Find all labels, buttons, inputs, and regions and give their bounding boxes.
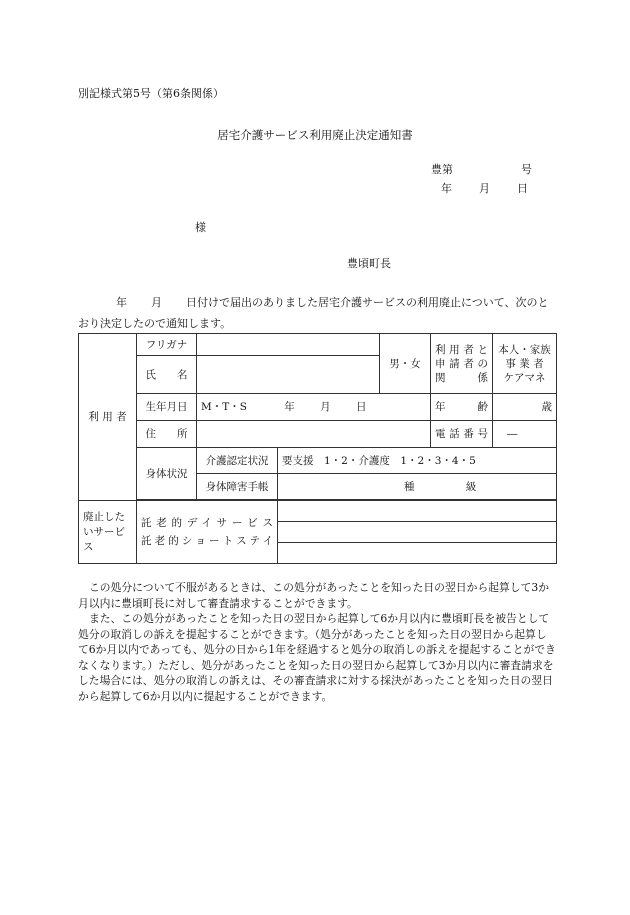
birthdate-field[interactable] — [197, 394, 431, 421]
ref-prefix: 豊第 — [431, 163, 453, 176]
reference-number — [431, 161, 532, 177]
appeal-notice — [78, 580, 556, 704]
date-day: 日 — [517, 182, 528, 195]
phone-field[interactable]: ― — [493, 421, 557, 448]
phone-label: 電話番号 — [431, 421, 493, 448]
address-label: 住 所 — [137, 421, 197, 448]
birth-day: 日 — [355, 401, 367, 413]
abolished-services-label: 廃止したいサービス — [79, 501, 137, 564]
intro-year: 年 — [116, 296, 127, 309]
furigana-field[interactable] — [197, 334, 380, 356]
care-certification-field[interactable]: 要支援 1・2・介護度 1・2・3・4・5 — [278, 448, 557, 474]
date-year: 年 — [441, 182, 452, 195]
document-title: 居宅介護サービス利用廃止決定通知書 — [217, 128, 413, 142]
service-list — [137, 501, 278, 564]
age-label: 年 齢 — [431, 394, 493, 421]
name-label: 氏 名 — [137, 356, 197, 394]
notice-paragraph-2: また、この処分があったことを知った日の翌日から起算して6か月以内に豊頃町長を被告として処分の取消しの訴えを提起することができます。（処分があったことを知った日の翌日から起算して6か月以内であっても、処分の日から1年を経過すると処分の取消しの訴えを提起することができなくなります。）ただし、処分があったことを知った日の翌日から起算して3か月以内に審査請求をした場合には、処分の取消しの訴えは、その審査請求に対する採決があったことを知った日の翌日から起算して6か月以内に提起することができます。 — [78, 612, 556, 703]
service-field-2[interactable] — [278, 522, 557, 543]
birth-month: 月 — [320, 401, 331, 413]
service-field-3[interactable] — [278, 543, 557, 564]
service-field-1[interactable] — [278, 501, 557, 522]
intro-text: 日付けで届出のありました居宅介護サービスの利用廃止について、次のとおり決定したので通知します。 — [78, 296, 549, 330]
disability-kind: 種 — [404, 480, 415, 493]
birth-year: 年 — [284, 401, 295, 413]
name-field[interactable] — [197, 356, 380, 394]
user-section-label: 利 用 者 — [79, 334, 137, 501]
form-reference: 別記様式第5号（第6条関係） — [78, 87, 224, 100]
relation-options[interactable]: 本人・家族 事 業 者 ケアマネ — [493, 334, 557, 394]
age-field[interactable]: 歳 — [493, 394, 557, 421]
issue-date — [441, 180, 528, 196]
body-status-label: 身体状況 — [137, 448, 197, 500]
intro-paragraph — [78, 292, 553, 334]
ref-suffix: 号 — [521, 163, 532, 176]
disability-grade: 級 — [465, 480, 477, 493]
issuer: 豊頃町長 — [347, 257, 391, 270]
birthdate-label: 生年月日 — [137, 394, 197, 421]
address-field[interactable] — [197, 421, 431, 448]
application-table — [78, 333, 557, 564]
care-certification-label: 介護認定状況 — [197, 448, 278, 474]
notice-paragraph-1: この処分について不服があるときは、この処分があったことを知った日の翌日から起算して3か月以内に豊頃町長に対して審査請求することができます。 — [78, 581, 550, 610]
furigana-label: フリガナ — [137, 334, 197, 356]
addressee-honorific: 様 — [195, 221, 206, 234]
service-short-stay: 託老的ショートステイ — [141, 535, 273, 547]
birth-era: M・T・S — [201, 401, 247, 413]
relation-label: 利用者と 申請者の 関 係 — [431, 334, 493, 394]
date-month: 月 — [479, 182, 490, 195]
sex-options[interactable]: 男・女 — [380, 334, 431, 394]
disability-handbook-field[interactable] — [278, 474, 557, 500]
intro-month: 月 — [151, 296, 162, 309]
service-day: 託老的デイサービス — [141, 517, 273, 529]
disability-handbook-label: 身体障害手帳 — [197, 474, 278, 500]
